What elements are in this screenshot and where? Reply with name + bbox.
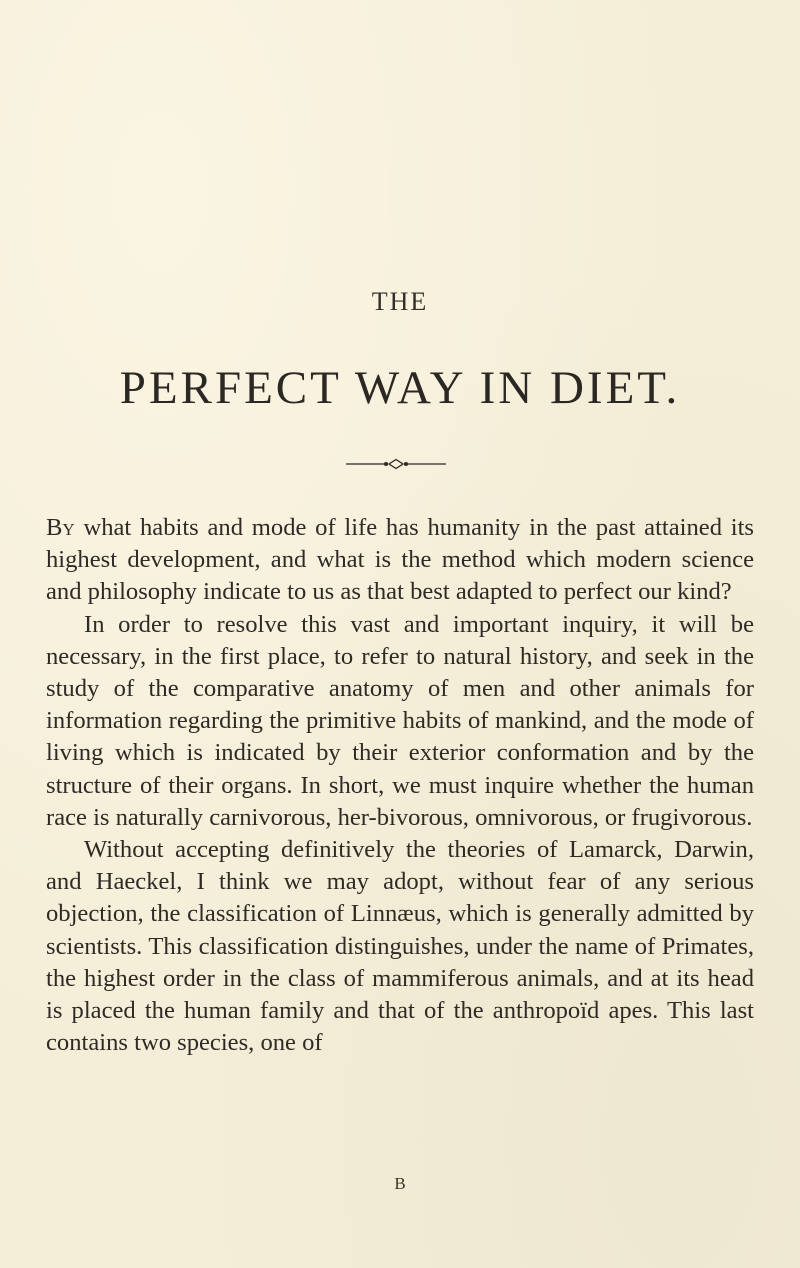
signature-mark: B	[394, 1174, 406, 1193]
title-article: THE	[371, 287, 429, 316]
paragraph-1-text: what habits and mode of life has humanity in the past attained its highest development, and what is the method which modern science and philosophy indicate to us as that best adapted to perfect our kind?	[46, 514, 754, 606]
paragraph-lead-word: By	[46, 514, 75, 541]
body-text	[46, 512, 754, 1059]
page-title: PERFECT WAY IN DIET.	[119, 362, 681, 414]
diamond-rule-icon	[346, 457, 446, 471]
paragraph-2: In order to resolve this vast and important inquiry, it will be necessary, in the first place, to refer to natural history, and seek in the study of the comparative anatomy of men and other animals for information regarding the primitive habits of mankind, and the mode of living which is indicated by their exterior conformation and by the structure of their organs. In short, we must inquire whether the human race is naturally carnivorous, her-bivorous, omnivorous, or frugivorous.	[46, 610, 754, 831]
paragraph-3: Without accepting definitively the theories of Lamarck, Darwin, and Haeckel, I think we may adopt, without fear of any serious objection, the classification of Linnæus, which is generally admitted by scientists. This classification distinguishes, under the name of Primates, the highest order in the class of mammiferous animals, and at its head is placed the human family and that of the anthropoïd apes. This last contains two species, one of	[46, 836, 754, 1057]
paragraph-1	[46, 512, 754, 609]
